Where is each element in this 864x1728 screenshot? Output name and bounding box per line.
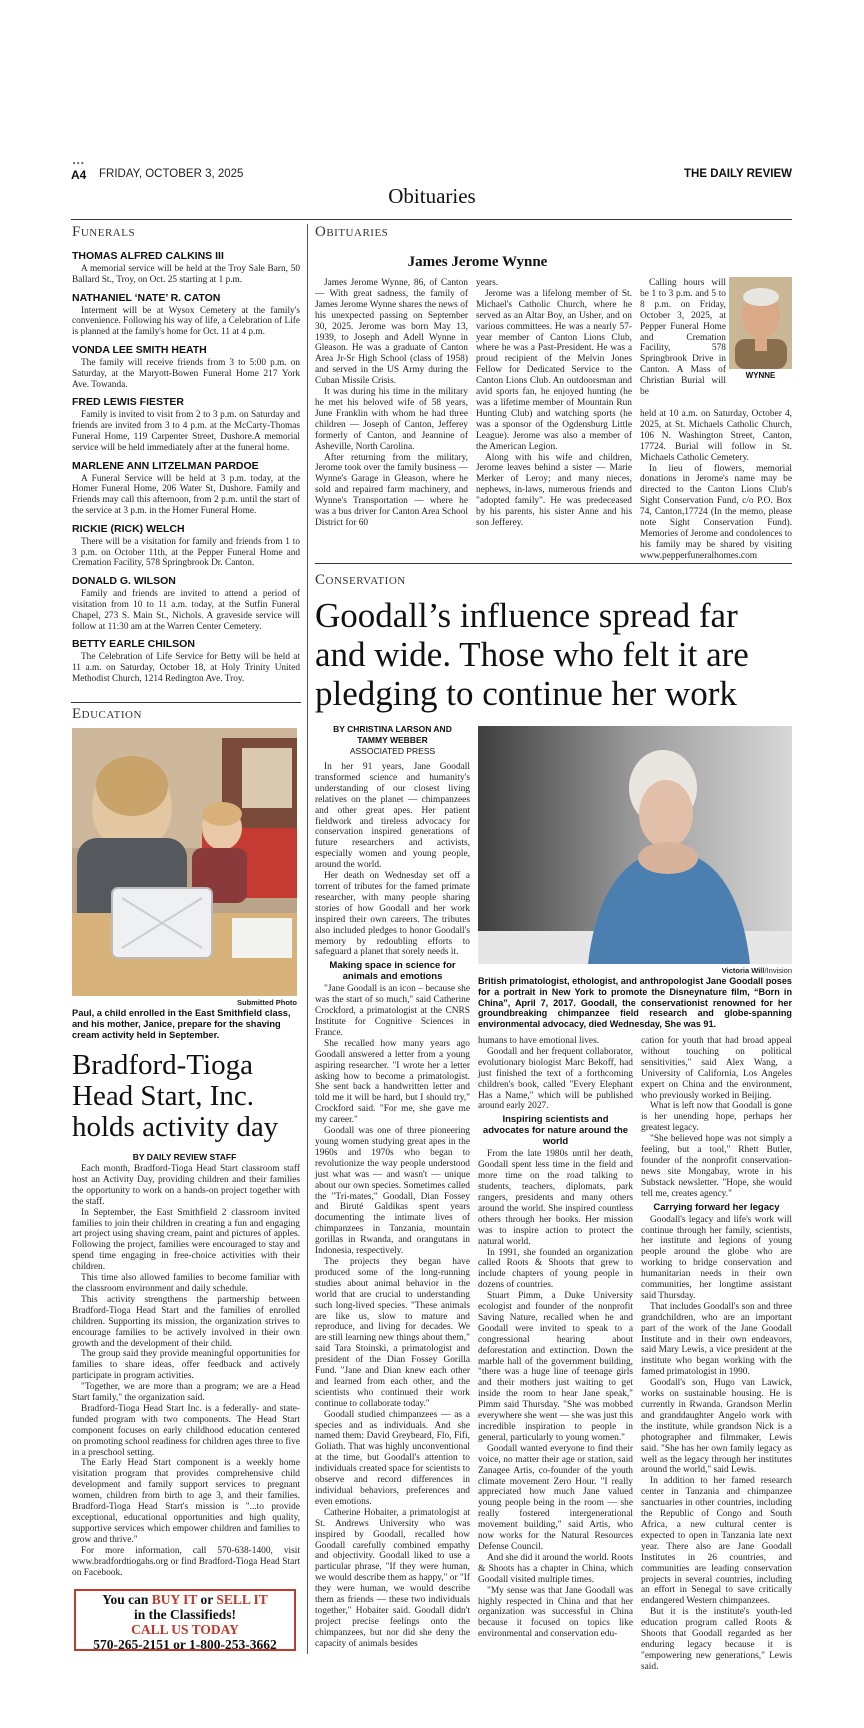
paragraph: Goodall studied chimpanzees — as a species and as individuals. And she named them: David Greybeard, Flo, Fifi, Goliath. That was highly unconventional at the time, but Goodall's attention to individuals created space for scientists to observe and record differences in individual behaviors, preferences and even emotions. <box>315 1409 470 1507</box>
paragraph: Goodall's legacy and life's work will continue through her family, scientists, her institute and legions of young people around the globe who are working to bridge conservation and humanitarian needs in their own communities, her longtime assistant said Thursday. <box>641 1214 792 1301</box>
goodall-portrait <box>478 726 792 964</box>
obituaries-bottom-rule <box>315 563 792 564</box>
paragraph: Stuart Pimm, a Duke University ecologist and founder of the nonprofit Saving Nature, recalled when he and Goodall were invited to speak to a congressional hearing about deforestation and extinction. Down the marble hall of the government building, "there was a huge line of teenage girls and their mothers just waiting to get inside the room to hear Jane speak," Pimm said Thursday. "She was mobbed everywhere she went — she was just this incredible inspiration to people in general, particularly to young women." <box>478 1291 633 1443</box>
funeral-entry <box>72 638 300 684</box>
paragraph: In 1991, she founded an organization called Roots & Shoots that grew to include chapters of young people in dozens of countries. <box>478 1247 633 1291</box>
goodall-portrait-illustration <box>478 726 792 964</box>
mother-and-child-illustration <box>72 728 297 996</box>
classified-prefix: You can <box>102 1592 152 1607</box>
paragraph: Calling hours will be 1 to 3 p.m. and 5 to 8 p.m. on Friday, October 3, 2025, at Pepper Funeral Home and Cremation Facility, 578 Springbrook Drive in Canton. A Mass of Christian Burial will be <box>640 278 726 398</box>
paragraph: For more information, call 570-638-1400, visit www.bradfordtiogahs.org or find Bradford-Tioga Head Start on Facebook. <box>72 1545 300 1578</box>
paragraph: The Early Head Start component is a weekly home visitation program that provides comprehensive child development and family support services to pregnant women, children from birth to age 3, and their families. Bradford-Tioga Head Start's mission is "...to provide exceptional, educational opportunities and high quality, supportive services which empower children and families to grow and thrive." <box>72 1458 300 1545</box>
wynne-portrait <box>729 277 792 369</box>
paragraph: Goodall's son, Hugo van Lawick, works on sustainable housing. He is currently in Rwanda. Grandson Merlin and granddaughter Angelo work with the institute, while grandson Nick is a photographer and filmmaker, Lewis said. "She has her own family legacy as well as the legacy through her institutes around the world," said Lewis. <box>641 1378 792 1476</box>
paragraph: cation for youth that had broad appeal without touching on political sensitivities," said Alex Wang, a University of California, Los Angeles expert on China and the environment, who previously worked in Beijing. <box>641 1036 792 1101</box>
conservation-byline <box>315 724 470 757</box>
byline-org: ASSOCIATED PRESS <box>349 746 436 756</box>
byline-authors-2: TAMMY WEBBER <box>357 735 428 745</box>
conservation-column-1 <box>315 762 470 1650</box>
classified-phone[interactable]: 570-265-2151 or 1-800-253-3662 <box>93 1637 277 1652</box>
paragraph: But it is the institute's youth-led education program called Roots & Shoots that Goodall regarded as her enduring legacy because it is "empowering new generations," Lewis said. <box>641 1607 792 1672</box>
paragraph: Jerome was a lifelong member of St. Michael's Catholic Church, where he served as an Altar Boy, an Usher, and on various committees. He was a nearly 57-year member of Canton Lions Club, where he was a Past-President. He was a proud recipient of the Melvin Jones Fellow for Dedicated Service to the Canton Lions Club. An outdoorsman and avid sports fan, he enjoyed hunting (he was a lifetime member of Mountain Run Hunting Club) and watching sports (he was a sponsor of the Ogdensburg Little League). Jerome was also a member of the American Legion. <box>476 288 632 452</box>
paragraph: Goodall and her frequent collaborator, evolutionary biologist Marc Bekoff, had just finished the text of a forthcoming children's book, called "Every Elephant Has a Name," which will be published around early 2027. <box>478 1046 633 1112</box>
paper-name: THE DAILY REVIEW <box>684 168 792 180</box>
paragraph: After returning from the military, Jerome took over the family business — Wynne's Garage in Gleason, where he sold and repaired farm machinery, and Wynne's Transportation — where he was a bus driver for Canton Area School District for 60 <box>315 452 468 528</box>
funeral-details: The family will receive friends from 3 to 5:00 p.m. on Saturday, at the Maryott-Bowen Funeral Home 217 York Ave. Towanda. <box>72 357 300 390</box>
head-start-photo <box>72 728 297 996</box>
paragraph: James Jerome Wynne, 86, of Canton — With great sadness, the family of James Jerome Wynne shares the news of his unexpected passing on September 30, 2025. Jerome was born May 13, 1939, to Joseph and Adell Wynne in Gleason. He was a graduate of Canton Area Jr-Sr High School (class of 1958) and served in the US Army during the Cuban Missile Crisis. <box>315 278 468 387</box>
paragraph: Catherine Hobaiter, a primatologist at St. Andrews University who was inspired by Goodall, recalled how Goodall carefully combined empathy and objectivity. Goodall liked to use a particular phrase, "If they were human, we would describe them as happy," or "If they were human, we would describe them as friends — these two individuals together," Hobaiter said. Goodall didn't project precise feelings onto the chimpanzees, but nor did she deny the capacity of animals besides <box>315 1507 470 1649</box>
paragraph: In her 91 years, Jane Goodall transformed science and humanity's understanding of our closest living relatives on the planet — chimpanzees and other great apes. Her patient fieldwork and tireless advocacy for conservation inspired generations of future researchers and activists, especially women and young people, around the world. <box>315 762 470 871</box>
funeral-entry <box>72 460 300 517</box>
column-divider <box>307 224 308 1654</box>
conservation-heading: Conservation <box>315 572 406 588</box>
paragraph: held at 10 a.m. on Saturday, October 4, 2025, at St. Michaels Catholic Church, 106 N. Washington Street, Canton, 17724. Burial will follow in St. Michaels Catholic Cemetery. <box>640 409 792 463</box>
funerals-list <box>72 244 300 685</box>
paragraph: "She believed hope was not simply a feeling, but a tool," Rhett Butler, founder of the nonprofit conservation-news site Mongabay, wrote in his Substack newsletter. "Hope, she would tell me, creates agency." <box>641 1134 792 1199</box>
paragraph: What is left now that Goodall is gone is her unending hope, perhaps her greatest legacy. <box>641 1101 792 1134</box>
page-number: A4 <box>71 168 87 182</box>
conservation-column-2 <box>478 1036 633 1640</box>
paragraph: The projects they began have produced some of the long-running studies about animal behavior in the world that are crucial to understanding such long-lived species. "These animals are like us, slow to mature and reproduce, and living for decades. We are still learning new things about them," said Tara Stoinski, a primatologist and president of the Dian Fossey Gorilla Fund. "Jane and Dian knew each other and learned from each other, and the scientists who continued their work continue to collaborate today." <box>315 1256 470 1409</box>
photo-credit-org: /Invision <box>764 966 792 975</box>
subhead: Making space in science for animals and emotions <box>329 960 456 983</box>
paragraph: "Jane Goodall is an icon – because she was the start of so much," said Catherine Crockford, a primatologist at the CNRS Institute for Cognitive Sciences in France. <box>315 984 470 1038</box>
paragraph: Bradford-Tioga Head Start Inc. is a federally- and state-funded program with two components. The Head Start component focuses on early childhood education centered on promoting school readiness for children ages three to five in a preschool setting. <box>72 1403 300 1458</box>
paragraph: This activity strengthens the partnership between Bradford-Tioga Head Start and the families of enrolled children. Supporting its mission, the organization strives to encourage families to be actively involved in their own growth and the development of their child. <box>72 1294 300 1349</box>
funeral-entry <box>72 575 300 632</box>
obituary-column-3-top <box>640 278 726 398</box>
education-byline: BY DAILY REVIEW STAFF <box>132 1152 237 1162</box>
funeral-entry <box>72 292 300 338</box>
paragraph: humans to have emotional lives. <box>478 1036 600 1046</box>
education-article <box>72 1164 300 1578</box>
photo-credit-name: Victoria Will <box>721 966 765 975</box>
conservation-headline: Goodall’s influence spread far and wide. Those who felt it are pledging to continue her work <box>315 596 749 713</box>
paragraph: "Together, we are more than a program; we are a Head Start family," the organization said. <box>72 1382 300 1404</box>
funerals-heading: Funerals <box>72 224 136 240</box>
obituaries-heading: Obituaries <box>315 224 389 240</box>
obituary-column-2 <box>476 278 632 529</box>
paragraph: Goodall was one of three pioneering young women studying great apes in the 1960s and 1970s who began to revolutionize the way people understood just what was — and wasn't — unique about our own species. Sometimes called the "Tri-mates," Goodall, Dian Fossey and Biruté Galdikas spent years documenting the intimate lives of chimpanzees in Tanzania, mountain gorillas in Rwanda, and orangutans in Indonesia, respectively. <box>315 1126 470 1257</box>
portrait-illustration <box>729 277 792 369</box>
education-photo-caption: Paul, a child enrolled in the East Smithfield class, and his mother, Janice, prepare for the shaving cream activity held in September. <box>72 1008 291 1040</box>
funeral-details: Interment will be at Wysox Cemetery at the family's convenience. Following his way of life, a Celebration of Life is planned at the family's home for Oct. 11 at 4 p.m. <box>72 305 300 338</box>
education-heading: Education <box>72 706 142 722</box>
issue-date: FRIDAY, OCTOBER 3, 2025 <box>99 168 244 180</box>
paragraph: "My sense was that Jane Goodall was highly respected in China and that her organization was successful in China because it focused on topics like environmental and conservation edu- <box>478 1585 633 1640</box>
paragraph: Each month, Bradford-Tioga Head Start classroom staff host an Activity Day, providing children and their families the opportunity to work on a hands-on project together with the staff. <box>72 1164 300 1207</box>
paragraph: In addition to her famed research center in Tanzania and chimpanzee sanctuaries in other countries, including the Republic of Congo and South Africa, a new cultural center is expected to open in Tanzania late next year. There also are Jane Goodall Institutes in 26 countries, and communities are leading conservation projects in several countries, including an effort in Senegal to save critically endangered Western chimpanzees. <box>641 1476 792 1607</box>
paragraph: And she did it around the world. Roots & Shoots has a chapter in China, which Goodall visited multiple times. <box>478 1552 633 1585</box>
classified-line-3: CALL US TODAY <box>131 1622 239 1637</box>
subhead: Inspiring scientists and advocates for nature around the world <box>482 1114 629 1148</box>
funeral-details: Family and friends are invited to attend a period of visitation from 10 to 11 a.m. today, at the Sutfin Funeral Chapel, 273 S. Main St., Nichols. A graveside service will follow at 11:30 am at the Warren Center Cemetery. <box>72 589 300 632</box>
paragraph: In September, the East Smithfield 2 classroom invited families to join their children in creating a fun and engaging art project using shaving cream, paint and pictures of apples. Following the project, families were encouraged to stay and spend time engaging in free-choice activities with their children. <box>72 1207 300 1273</box>
classified-or: or <box>197 1592 217 1607</box>
funeral-entry <box>72 523 300 569</box>
classified-sell: SELL IT <box>216 1592 268 1607</box>
paragraph: In lieu of flowers, memorial donations in Jerome's name may be directed to the Canton Lions Club's Sight Conservation Fund, c/o P.O. Box 74, Canton,17724 (In the memo, please note Sight Conservation Fund). Memories of Jerome and condolences to his family may be shared by visiting www.pepperfuneralhomes.com <box>640 463 792 561</box>
funerals-bottom-rule <box>71 702 301 703</box>
funeral-name: THOMAS ALFRED CALKINS III <box>72 250 224 262</box>
classified-buy: BUY IT <box>151 1592 198 1607</box>
funeral-name: FRED LEWIS FIESTER <box>72 396 185 409</box>
obituary-column-1 <box>315 278 468 529</box>
conservation-column-3 <box>641 1036 792 1673</box>
subhead: Carrying forward her legacy <box>653 1201 780 1213</box>
wynne-caption: WYNNE <box>745 371 776 380</box>
funeral-name: VONDA LEE SMITH HEATH <box>72 343 207 356</box>
paragraph: Along with his wife and children, Jerome leaves behind a sister — Marie Merker of Leroy; and many nieces, nephews, in-laws, numerous friends and "adopted family". He was predeceased by his parents, his sister Anne and his son Jefferey. <box>476 452 632 528</box>
obituary-column-3 <box>640 409 792 562</box>
funeral-entry <box>72 250 300 286</box>
paragraph: She recalled how many years ago Goodall answered a letter from a young aspiring researcher. "I wrote her a letter asking how to become a primatologist. She sent back a handwritten letter and told me it will be hard, but I should try," Crockford said. "For me, she gave me my career." <box>315 1038 470 1126</box>
goodall-photo-caption: British primatologist, ethologist, and anthropologist Jane Goodall poses for a portrait in New York to promote the Disneynature film, “Born in China”, April 7, 2017. Goodall, the conservationist renowned for her groundbreaking chimpanzee field research and globe-spanning environmental advocacy, died Wednesday, She was 91. <box>478 976 792 1030</box>
paragraph: Her death on Wednesday set off a torrent of tributes for the famed primate researcher, with many people sharing stories of how Goodall and her work inspired their own careers. The tributes also included pledges to honor Goodall's memory by redoubling efforts to safeguard a planet that sorely needs it. <box>315 871 470 958</box>
funeral-details: The Celebration of Life Service for Betty will be held at 11 a.m. on Saturday, October 18, at Holy Trinity United Methodist Church, 1214 Redington Ave. Troy. <box>72 652 300 684</box>
byline-authors-1: BY CHRISTINA LARSON AND <box>333 724 452 734</box>
classified-line-1 <box>76 1592 294 1607</box>
funeral-entry <box>72 396 300 453</box>
funeral-details: A Funeral Service will be held at 3 p.m. today, at the Homer Funeral Home, 206 Water St, Dushore. Family and Friends may call this afternoon, from 2 p.m. until the start of the service at 3 p.m. in the Homer Funeral Home. <box>72 473 300 516</box>
funeral-details: Family is invited to visit from 2 to 3 p.m. on Saturday and friends are invited from 3 to 4 p.m. at the McCarty-Thomas Funeral Home, 119 Carpenter Street, Dushore.A memorial service will be held immediately after at the funeral home. <box>72 410 300 453</box>
funeral-name: NATHANIEL ‘NATE’ R. CATON <box>72 291 221 304</box>
paragraph: The group said they provide meaningful opportunities for families to share ideas, offer feedback and actively participate in program activities. <box>72 1349 300 1382</box>
funeral-entry <box>72 344 300 390</box>
education-headline: Bradford-Tioga Head Start, Inc. holds activity day <box>72 1049 279 1143</box>
funeral-name: DONALD G. WILSON <box>72 575 176 588</box>
paragraph: From the late 1980s until her death, Goodall spent less time in the field and more time on the road talking to students, teachers, diplomats, park rangers, presidents and many others around the world. She inspired countless others through her books. Her mission was to inspire action to protect the natural world. <box>478 1149 633 1247</box>
obituary-title: James Jerome Wynne <box>407 254 548 270</box>
funeral-name: MARLENE ANN LITZELMAN PARDOE <box>72 459 259 472</box>
paragraph: That includes Goodall's son and three grandchildren, who are an important part of the work of the Jane Goodall Institute and in their own endeavors, said Mary Lewis, a vice president at the institute who began working with the famed primatologist in 1990. <box>641 1301 792 1378</box>
paragraph: It was during his time in the military he met his beloved wife of 58 years, June Franklin with whom he had three children — Joseph of Canton, Jefferey formerly of Canton, and Jeannine of Asheville, North Carolina. <box>315 387 468 452</box>
goodall-photo-credit <box>478 966 792 975</box>
paragraph: years. <box>476 278 499 288</box>
funeral-details: There will be a visitation for family and friends from 1 to 3 p.m. on October 11th, at the Pepper Funeral Home and Cremation Facility, 578 Springbrook Dr. Canton. <box>72 536 300 569</box>
education-photo-credit: Submitted Photo <box>237 998 297 1007</box>
funeral-name: BETTY EARLE CHILSON <box>72 638 195 651</box>
classified-ad[interactable] <box>74 1589 296 1651</box>
classified-line-2: in the Classifieds! <box>133 1607 236 1622</box>
page-number-dots: ••• <box>72 160 85 168</box>
paragraph: Goodall wanted everyone to find their voice, no matter their age or station, said Zanagee Artis, co-founder of the youth climate movement Zero Hour. "I really appreciated how much Jane valued young people being in the room — she really fostered intergenerational movement building," said Artis, who now works for the Natural Resources Defense Council. <box>478 1443 633 1552</box>
funeral-name: RICKIE (RICK) WELCH <box>72 522 185 535</box>
funeral-details: A memorial service will be held at the Troy Sale Barn, 50 Ballard St., Troy, on Oct. 25 starting at 1 p.m. <box>72 264 300 285</box>
page-title: Obituaries <box>388 184 476 208</box>
masthead-rule <box>71 219 792 220</box>
paragraph: This time also allowed families to become familiar with the classroom environment and daily schedule. <box>72 1273 300 1294</box>
